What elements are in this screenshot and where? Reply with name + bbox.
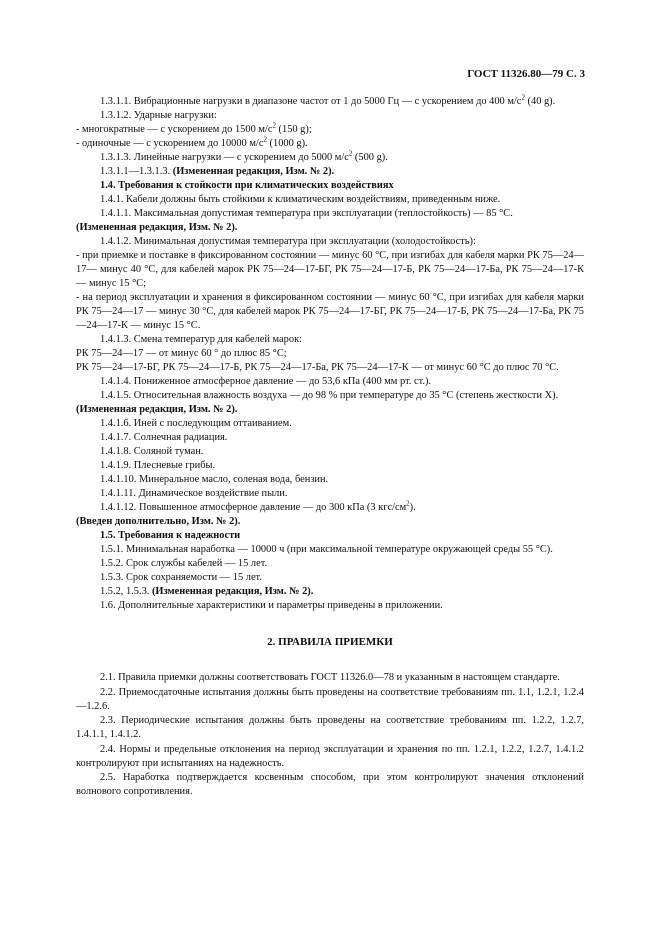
section1-paragraph: 1.4. Требования к стойкости при климатических воздействиях: [100, 180, 394, 191]
section2-paragraph: 2.1. Правила приемки должны соответствовать ГОСТ 11326.0—78 и указанным в настоящем стандарте.: [100, 672, 560, 683]
section1-paragraph: 1.4.1.3. Смена температур для кабелей марок:: [100, 334, 302, 345]
section-2-title: 2. ПРАВИЛА ПРИЕМКИ: [267, 636, 393, 648]
section1-paragraph: - многократные — с ускорением до 1500 $м/с^2$ (150 g);: [76, 121, 312, 135]
section1-paragraph: 1.4.1.11. Динамическое воздействие пыли.: [100, 488, 288, 499]
section1-paragraph: 1.5.1. Минимальная наработка — 10000 ч (при максимальной температуре окружающей среды 55 °С).: [100, 544, 553, 555]
section1-paragraph: 1.5.2, 1.5.3. (Измененная редакция, Изм. № 2).: [100, 586, 314, 597]
section1-paragraph: 1.4.1.12. Повышенное атмосферное давление — до 300 кПа (3 кгс/$см^2$).: [100, 499, 416, 513]
section2-paragraph: 2.2. Приемосдаточные испытания должны быть проведены на соответствие требованиям пп. 1.1, 1.2.1, 1.2.4—1.2.6.: [76, 686, 584, 712]
section2-paragraph: 2.4. Нормы и предельные отклонения на период эксплуатации и хранения по пп. 1.2.1, 1.2.2, 1.2.7, 1.4.1.2 контролируют при испытаниях на надежность.: [76, 743, 584, 769]
page-header: ГОСТ 11326.80—79 С. 3: [467, 68, 585, 80]
section1-paragraph: - одиночные — с ускорением до 10000 $м/с^2$ (1000 g).: [76, 135, 308, 149]
section1-paragraph: 1.4.1. Кабели должны быть стойкими к климатическим воздействиям, приведенным ниже.: [100, 194, 501, 205]
section1-paragraph: (Измененная редакция, Изм. № 2).: [76, 222, 238, 233]
section1-paragraph: 1.4.1.4. Пониженное атмосферное давление — до 53,6 кПа (400 мм рт. ст.).: [100, 376, 432, 387]
section1-paragraph: 1.3.1.2. Ударные нагрузки:: [100, 110, 217, 121]
section1-paragraph: 1.5. Требования к надежности: [100, 530, 241, 541]
section1-paragraph: 1.4.1.5. Относительная влажность воздуха — до 98 % при температуре до 35 °С (степень жесткости X).: [100, 390, 559, 401]
section1-paragraph: 1.4.1.6. Иней с последующим оттаиванием.: [100, 418, 292, 429]
section1-paragraph: 1.3.1.1—1.3.1.3. (Измененная редакция, Изм. № 2).: [100, 166, 335, 177]
section1-paragraph: 1.3.1.1. Вибрационные нагрузки в диапазоне частот от 1 до 5000 Гц — с ускорением до 400 $м/с^2$ (40 g).: [100, 93, 556, 107]
section1-paragraph: 1.4.1.7. Солнечная радиация.: [100, 432, 228, 443]
section1-paragraph: - при приемке и поставке в фиксированном состоянии — минус 60 °С, при изгибах для кабеля марки РК 75—24—17— минус 40 °С, для кабелей марок РК 75—24—17-БГ, РК 75—24—17-Б, РК 75—24—17-Ба, РК 75—24—17-К — минус 15 °С;: [76, 250, 584, 289]
section-1-paragraphs: [76, 95, 584, 613]
section1-paragraph: 1.4.1.9. Плесневые грибы.: [100, 460, 216, 471]
section1-paragraph: РК 75—24—17-БГ, РК 75—24—17-Б, РК 75—24—17-Ба, РК 75—24—17-К — от минус 60 °С до плюс 70 °С.: [76, 362, 559, 373]
section1-paragraph: 1.5.2. Срок службы кабелей — 15 лет.: [100, 558, 268, 569]
section2-paragraph: 2.5. Наработка подтверждается косвенным способом, при этом контролируют значения отклонений волнового сопротивления.: [76, 772, 584, 797]
section1-paragraph: 1.4.1.8. Соляной туман.: [100, 446, 204, 457]
section1-paragraph: 1.3.1.3. Линейные нагрузки — с ускорением до 5000 $м/с^2$ (500 g).: [100, 149, 388, 163]
section1-paragraph: 1.4.1.1. Максимальная допустимая температура при эксплуатации (теплостойкость) — 85 °С.: [100, 208, 513, 219]
document-body: [76, 95, 584, 800]
section1-paragraph: (Измененная редакция, Изм. № 2).: [76, 404, 238, 415]
section1-paragraph: 1.4.1.2. Минимальная допустимая температура при эксплуатации (холодостойкость):: [100, 236, 476, 247]
section1-paragraph: 1.6. Дополнительные характеристики и параметры приведены в приложении.: [100, 600, 443, 611]
section1-paragraph: - на период эксплуатации и хранения в фиксированном состоянии — минус 60 °С, при изгибах для кабеля марки РК 75—24—17 — минус 30 °С, для кабелей марок РК 75—24—17-БГ, РК 75—24—17-Б, РК 75—24—17-Ба, РК 75—24—17-К — минус 15 °С.: [76, 292, 584, 331]
section1-paragraph: 1.4.1.10. Минеральное масло, соленая вода, бензин.: [100, 474, 329, 485]
section-2-paragraphs: [76, 671, 584, 799]
section2-paragraph: 2.3. Периодические испытания должны быть проведены на соответствие требованиям пп. 1.2.2, 1.2.7, 1.4.1.1, 1.4.1.2.: [76, 715, 584, 740]
section1-paragraph: РК 75—24—17 — от минус 60 ° до плюс 85 °С;: [76, 348, 287, 359]
section1-paragraph: 1.5.3. Срок сохраняемости — 15 лет.: [100, 572, 262, 583]
section1-paragraph: (Введен дополнительно, Изм. № 2).: [76, 516, 241, 527]
